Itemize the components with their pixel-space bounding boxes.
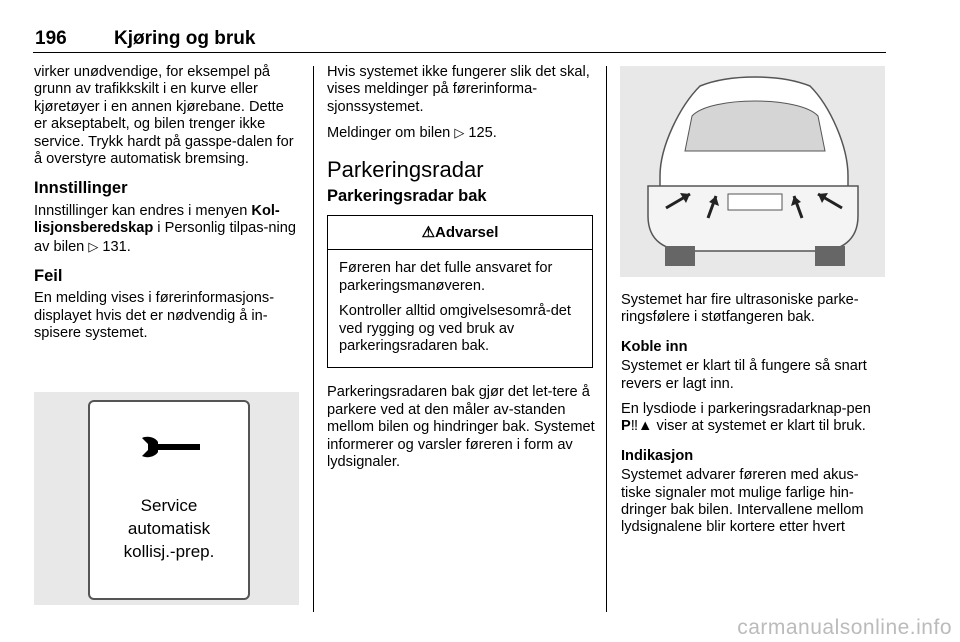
display-line-3: kollisj.-prep. (123, 542, 215, 561)
intro-paragraph: virker unødvendige, for eksempel på grunn av trafikkskilt i en kurve eller kjøretøyer i en annen kjørebane. Dette er akseptabelt, og bilen trenger ikke service. Trykk hardt på gasspe-dalen for å overstyre automatisk bremsing. (34, 64, 294, 168)
page-ref-icon: ▷ (454, 125, 465, 141)
heading-connect: Koble inn (621, 338, 688, 355)
sensors-paragraph: Systemet har fire ultrasoniske parke-ringsfølere i støtfangeren bak. (621, 292, 859, 326)
heading-indication: Indikasjon (621, 447, 694, 464)
settings-text-2: i Personlig tilpas-ning av bilen (34, 220, 297, 255)
warning-header (328, 216, 592, 250)
fault-paragraph: En melding vises i førerinformasjons-displayet hvis det er nødvendig å in-spisere systemet. (34, 290, 275, 342)
messages-paragraph (327, 124, 595, 142)
heading-fault: Feil (34, 267, 63, 286)
warning-box (327, 215, 593, 368)
column-3 (621, 292, 887, 545)
settings-page-ref: 131. (102, 238, 131, 255)
column-1 (34, 64, 300, 351)
page-number: 196 (35, 28, 67, 49)
messages-page-ref: 125. (468, 125, 497, 142)
column-divider (606, 66, 607, 612)
warning-text-1: Føreren har det fulle ansvaret for parkeringsmanøveren. (339, 260, 553, 294)
settings-text: Innstillinger kan endres i menyen (34, 202, 252, 219)
connect-paragraph: Systemet er klart til å fungere så snart revers er lagt inn. (621, 358, 867, 392)
page-header (33, 22, 886, 53)
menu-name: Kol-lisjonsberedskap (34, 202, 280, 237)
chapter-title: Kjøring og bruk (114, 28, 256, 49)
led-text-2: viser at systemet er klart til bruk. (652, 418, 866, 435)
service-display-illustration (34, 392, 299, 605)
display-line-2: automatisk (127, 519, 211, 538)
warning-text-2: Kontroller alltid omgivelsesområ-det ved rygging og ved bruk av parkeringsradaren bak. (339, 303, 571, 355)
heading-settings: Innstillinger (34, 179, 128, 198)
driver-info-display (88, 400, 250, 600)
column-2 (327, 64, 595, 480)
settings-paragraph (34, 203, 300, 256)
display-line-1: Service (140, 496, 198, 515)
led-text: En lysdiode i parkeringsradarknap-pen (621, 401, 871, 418)
parking-radar-description: Parkeringsradaren bak gjør det let-tere å parkere ved at den måler av-standen mellom bilen og hindringer bak. Systemet informerer og varsler føreren i form av lydsignaler. (327, 384, 595, 471)
page-ref-icon: ▷ (88, 238, 99, 254)
warning-title: Advarsel (435, 224, 499, 242)
wrench-icon (142, 436, 202, 458)
parking-radar-button-icon: P (621, 418, 631, 435)
car-rear-sensors-illustration (620, 66, 885, 277)
indication-paragraph: Systemet advarer føreren med akus-tiske signaler mot mulige farlige hin-dringer bak bilen. Intervallene mellom lydsignalene blir kortere etter hvert (621, 467, 864, 536)
heading-parking-radar-rear: Parkeringsradar bak (327, 187, 487, 206)
heading-parking-radar: Parkeringsradar (327, 156, 484, 182)
warning-icon: ⚠ (421, 224, 436, 242)
car-rear-illustration (620, 66, 885, 277)
messages-text: Meldinger om bilen (327, 125, 455, 142)
sensor-waves-icon: ‼▲ (630, 418, 653, 435)
column-divider (313, 66, 314, 612)
watermark: carmanualsonline.info (737, 616, 952, 639)
system-fault-paragraph: Hvis systemet ikke fungerer slik det skal, vises meldinger på førerinforma-sjonssystemet. (327, 64, 590, 115)
led-paragraph (621, 401, 887, 436)
